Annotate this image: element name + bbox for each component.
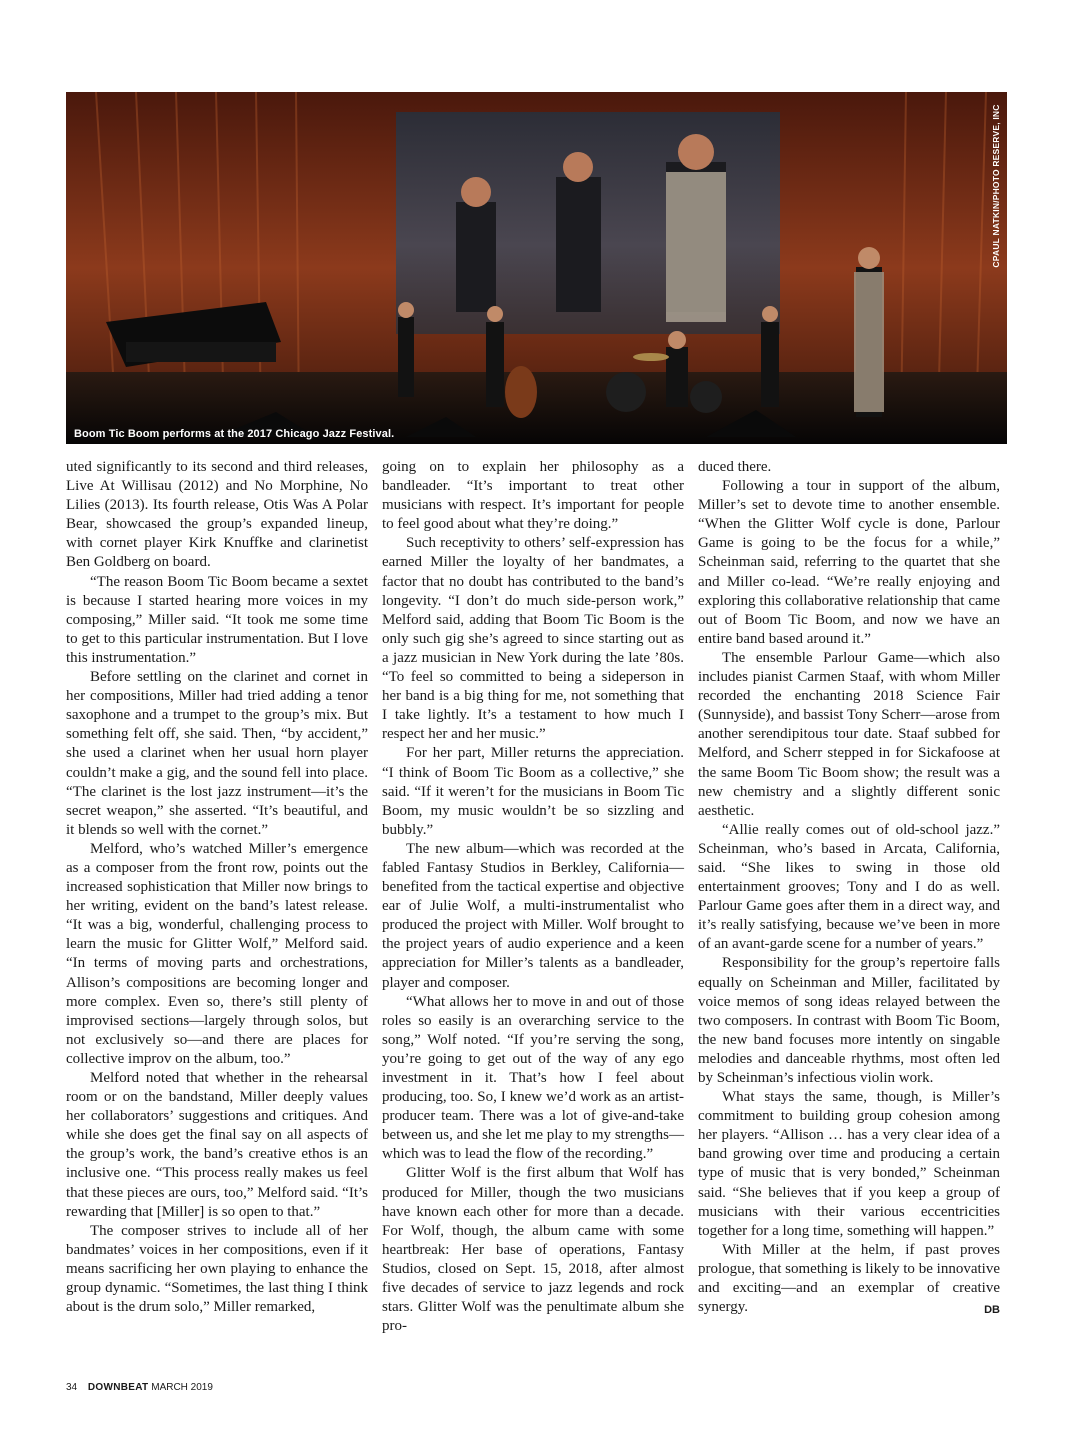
magazine-name: DOWNBEAT (87, 1382, 149, 1393)
paragraph: Such receptivity to others’ self-expression has earned Miller the loyalty of her bandmates, a factor that no doubt has contributed to the band’s longevity. “I don’t do much side-person work,” Melford said, adding that Boom Tic Boom is the only such gig she’s agreed to since starting out as a jazz musician in New York during the late ’80s. “To feel so committed to being a sideperson in her band is a big thing for me, not something that I take lightly. It’s a testament to how much I respect her and her music.” (382, 535, 684, 743)
paragraph: What stays the same, though, is Miller’s commitment to building group cohesion among her players. “Allison … has a very clear idea of a band growing over time and producing a certain type of music that is very bonded,” Scheinman said. “She believes that if you keep a group of musicians with their various eccentricities together for a long time, something will happen.” (698, 1089, 1000, 1239)
closing-text: With Miller at the helm, if past proves prologue, that something is likely to be innovative and exciting—and an exemplar of creative synergy. (698, 1241, 1000, 1316)
issue-date: MARCH 2019 (151, 1382, 213, 1393)
photo-caption: Boom Tic Boom performs at the 2017 Chicago Jazz Festival. (74, 428, 395, 440)
paragraph: “The reason Boom Tic Boom became a sextet is because I started hearing more voices in my composing,” Miller said. “It took me some time to get to this particular instrumentation. But I love this instrumentation.” (66, 573, 368, 666)
paragraph: “Allie really comes out of old-school jazz.” Scheinman, who’s based in Arcata, California, said. “She likes to swing in those old entertainment grooves; Tony and I do as well. Parlour Game goes after them in a direct way, and it’s really satisfying, because we’ve been in more of an avant-garde scene for a number of years.” (698, 821, 1000, 953)
end-mark: DB (984, 1304, 1000, 1317)
page-number: 34 (66, 1382, 78, 1393)
column-1 (66, 458, 368, 1317)
paragraph: duced there. (698, 459, 772, 475)
column-2 (382, 458, 684, 1336)
column-3 (698, 458, 1000, 1320)
paragraph: Melford noted that whether in the rehearsal room or on the bandstand, Miller deeply values her collaborators’ suggestions and critiques. And while she does get the final say on all aspects of the group’s work, the band’s creative ethos is an inclusive one. “This process really makes us feel that these pieces are ours, too,” Melford said. “It’s rewarding that [Miller] is so open to that.” (66, 1070, 368, 1220)
paragraph: going on to explain her philosophy as a bandleader. “It’s important to treat other musicians with respect. It’s important for people to feel good about what they’re doing.” (382, 459, 684, 533)
paragraph: The ensemble Parlour Game—which also includes pianist Carmen Staaf, with whom Miller recorded the enchanting 2018 Science Fair (Sunnyside), and bassist Tony Scherr—arose from another serendipitous tour date. Staaf subbed for Melford, and Scherr stepped in for Sickafoose at the same Boom Tic Boom show; the result was a new chemistry and a slightly different sonic aesthetic. (698, 649, 1000, 819)
paragraph: The new album—which was recorded at the fabled Fantasy Studios in Berkley, California—benefited from the tactical expertise and objective ear of Julie Wolf, a multi-instrumentalist who produced the project with Miller. Wolf brought to the project years of audio experience and a keen appreciation for Miller’s talents as a bandleader, player and composer. (382, 840, 684, 991)
paragraph: Following a tour in support of the album, Miller’s set to devote time to another ensemble. “When the Glitter Wolf cycle is done, Parlour Game is going to be the focus for a while,” Scheinman said, referring to the quartet that she and Miller co-lead. “We’re really enjoying and exploring this collaborative relationship that came out of Boom Tic Boom, and now we have an entire band based around it.” (698, 478, 1000, 647)
paragraph: “What allows her to move in and out of those roles so easily is an overarching service to the song,” Wolf noted. “If you’re serving the song, you’re going to get out of the way of any ego investment in it. That’s how I feel about producing, too. So, I knew we’d work as an artist-producer team. There was a lot of give-and-take between us, and she let me play to my strengths—which was to lead the flow of the recording.” (382, 993, 684, 1163)
paragraph: The composer strives to include all of her bandmates’ voices in her compositions, even if it means sacrificing her own playing to enhance the group dynamic. “Sometimes, the last thing I think about is the drum solo,” Miller remarked, (66, 1222, 368, 1316)
article-body (66, 458, 1007, 1358)
stage-illustration (66, 92, 1007, 444)
paragraph: Responsibility for the group’s repertoire falls equally on Scheinman and Miller, facilitated by voice memos of song ideas relayed between the two composers. In contrast with Boom Tic Boom, the new band focuses more intently on singable melodies and danceable rhythms, most often led by Scheinman’s infectious violin work. (698, 955, 1000, 1086)
photo-credit (989, 96, 1003, 276)
page-footer (66, 1382, 213, 1393)
paragraph: uted significantly to its second and third releases, Live At Willisau (2012) and No Morphine, No Lilies (2013). Its fourth release, Otis Was A Polar Bear, showcased the group’s expanded lineup, with cornet player Kirk Knuffke and clarinetist Ben Goldberg on board. (66, 459, 368, 571)
paragraph: For her part, Miller returns the appreciation. “I think of Boom Tic Boom as a collective,” she said. “If it weren’t for the musicians in Boom Tic Boom, my music wouldn’t be so sizzling and bubbly.” (382, 745, 684, 838)
photo-credit-text: CPAUL NATKIN/PHOTO RESERVE, INC (991, 104, 1001, 268)
paragraph: Melford, who’s watched Miller’s emergence as a composer from the front row, points out the increased sophistication that Miller now brings to her writing, evident on the band’s latest release. “It was a big, wonderful, challenging process to learn the music for Glitter Wolf,” Melford said. “In terms of moving parts and orchestrations, Allison’s compositions are becoming longer and more complex. Even so, there’s still plenty of improvised sections—largely through solos, but not exclusively so—and there are places for collective improv on the album, too.” (66, 840, 368, 1067)
paragraph: Glitter Wolf is the first album that Wolf has produced for Miller, though the two musicians have known each other for more than a decade. For Wolf, though, the album came with some heartbreak: Her base of operations, Fantasy Studios, closed on Sept. 15, 2018, after almost five decades of service to jazz legends and rock stars. Glitter Wolf was the penultimate album she pro- (382, 1165, 684, 1335)
paragraph (698, 1241, 1000, 1317)
concert-photo (66, 92, 1007, 444)
paragraph: Before settling on the clarinet and cornet in her compositions, Miller had tried adding a tenor saxophone and a trumpet to the group’s mix. But something felt off, she said. Then, “by accident,” she used a clarinet when her usual horn player couldn’t make a gig, and the sound fell into place. “The clarinet is the lost jazz instrument—it’s the secret weapon,” she asserted. “It’s beautiful, and it blends so well with the cornet.” (66, 669, 368, 838)
